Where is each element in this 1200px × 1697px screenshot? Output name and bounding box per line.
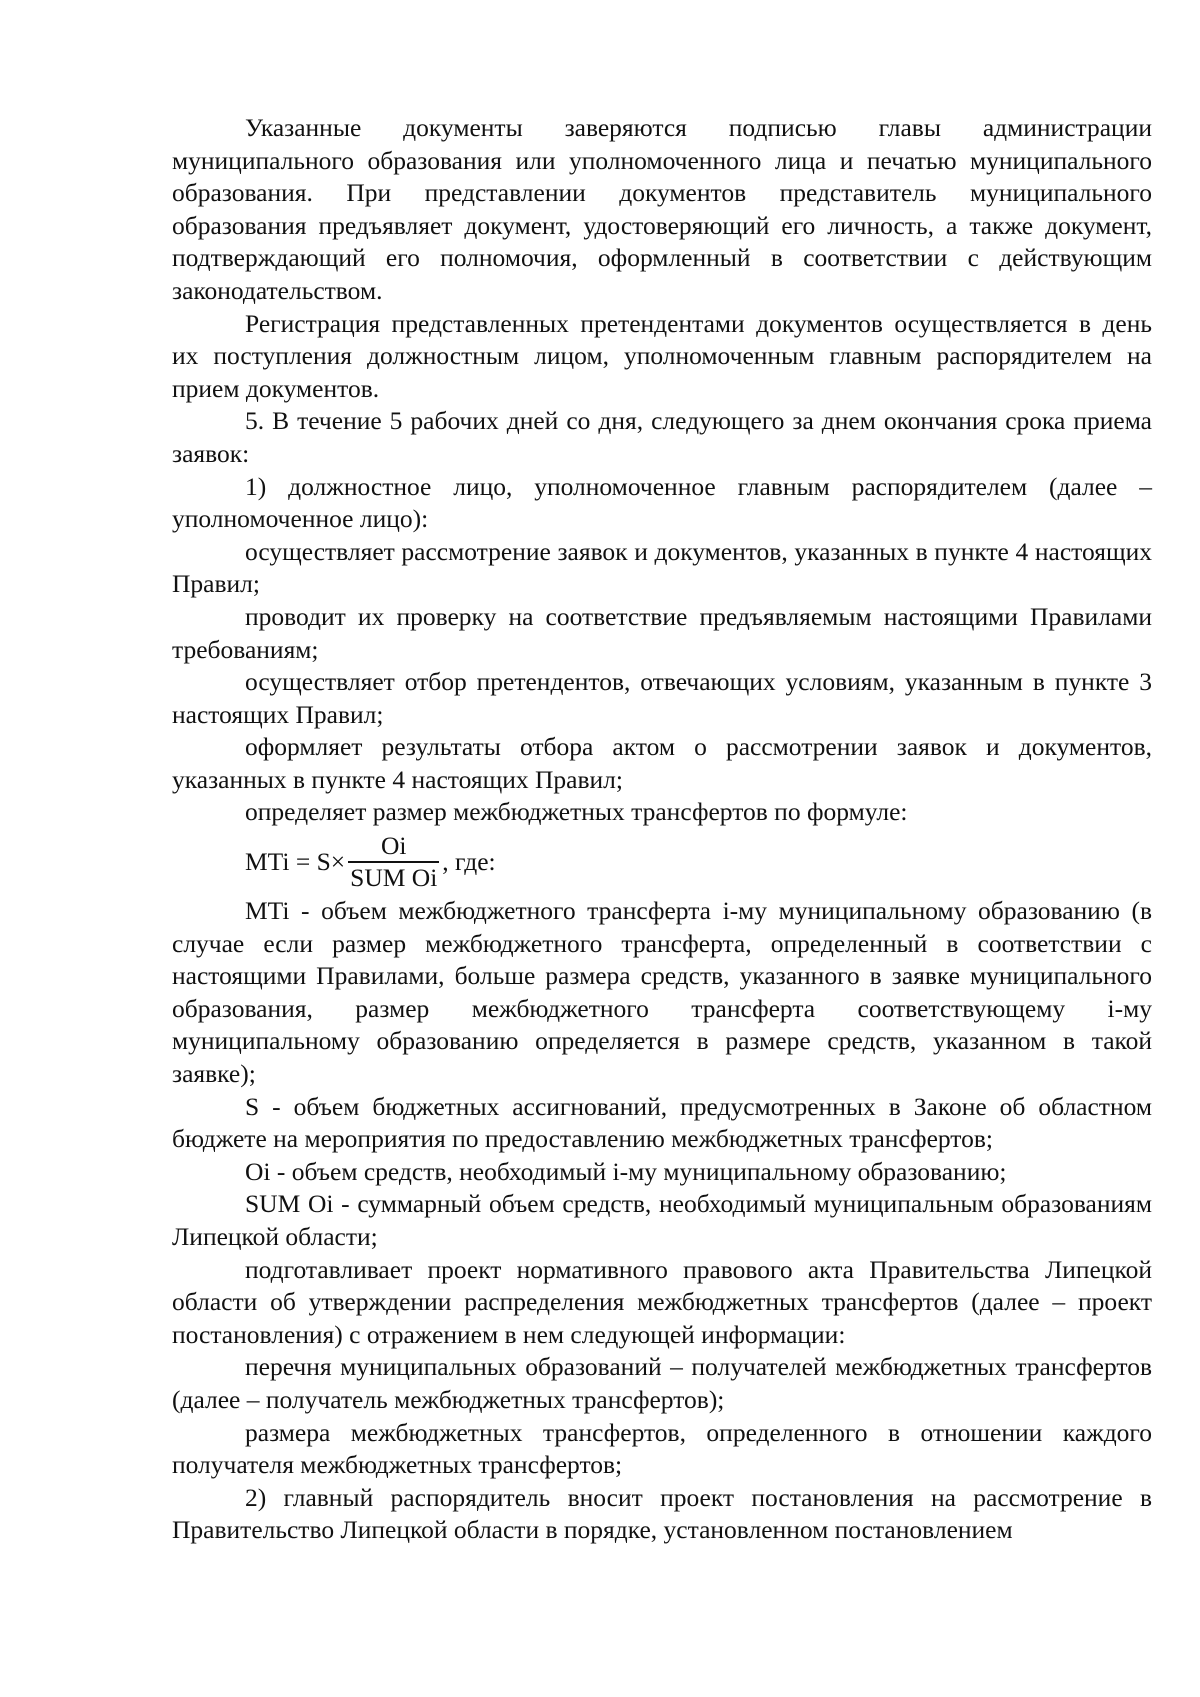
paragraph-formula-intro: определяет размер межбюджетных трансфертов по формуле:: [245, 797, 908, 827]
paragraph-recipients-list: перечня муниципальных образований – получателей межбюджетных трансфертов (далее – получатель межбюджетных трансфертов);: [172, 1352, 1152, 1414]
formula-fraction: [348, 831, 439, 893]
formula-numerator: Oi: [380, 831, 407, 861]
paragraph-def-mti: MTi - объем межбюджетного трансферта i-му муниципальному образованию (в случае если размер межбюджетного трансферта, определенный в соответствии с настоящими Правилами, больше размера средств, указанного в заявке муниципального образования, размер межбюджетного трансферта соответствующему i-му муниципальному образованию определяется в размере средств, указанном в такой заявке);: [172, 896, 1152, 1089]
paragraph-def-sum-oi: SUM Oi - суммарный объем средств, необходимый муниципальным образованиям Липецкой области;: [172, 1189, 1152, 1251]
transfer-formula: [172, 829, 1152, 895]
paragraph-act: оформляет результаты отбора актом о рассмотрении заявок и документов, указанных в пункте 4 настоящих Правил;: [172, 732, 1152, 794]
paragraph-check: проводит их проверку на соответствие предъявляемым настоящими Правилами требованиям;: [172, 601, 1152, 664]
formula-lhs: MTi = S×: [245, 846, 346, 876]
paragraph-certification: Указанные документы заверяются подписью главы администрации муниципального образования или уполномоченного лица и печатью муниципального образования. При представлении документов представитель муниципального образования предъявляет документ, удостоверяющий его личность, а также документ, подтверждающий его полномочия, оформленный в соответствии с действующим законодательством.: [172, 113, 1152, 305]
paragraph-def-oi: Oi - объем средств, необходимый i-му муниципальному образованию;: [245, 1156, 1007, 1186]
paragraph-item-5: 5. В течение 5 рабочих дней со дня, следующего за днем окончания срока приема заявок:: [172, 406, 1152, 468]
paragraph-review: осуществляет рассмотрение заявок и документов, указанных в пункте 4 настоящих Правил;: [172, 536, 1152, 599]
document-page: [172, 112, 1152, 1547]
paragraph-def-s: S - объем бюджетных ассигнований, предусмотренных в Законе об областном бюджете на мероприятия по предоставлению межбюджетных трансфертов;: [172, 1091, 1152, 1154]
formula-denominator: SUM Oi: [350, 862, 438, 892]
paragraph-selection: осуществляет отбор претендентов, отвечающих условиям, указанным в пункте 3 настоящих Правил;: [172, 667, 1152, 729]
formula-suffix: , где:: [442, 846, 496, 876]
paragraph-transfer-size: размера межбюджетных трансфертов, определенного в отношении каждого получателя межбюджетных трансфертов;: [172, 1417, 1152, 1480]
paragraph-subitem-2: 2) главный распорядитель вносит проект постановления на рассмотрение в Правительство Липецкой области в порядке, установленном постановлением: [172, 1482, 1152, 1545]
paragraph-draft-act: подготавливает проект нормативного правового акта Правительства Липецкой области об утверждении распределения межбюджетных трансфертов (далее – проект постановления) с отражением в нем следующей информации:: [172, 1254, 1152, 1349]
paragraph-subitem-1: 1) должностное лицо, уполномоченное главным распорядителем (далее – уполномоченное лицо):: [172, 471, 1152, 534]
paragraph-registration: Регистрация представленных претендентами документов осуществляется в день их поступления должностным лицом, уполномоченным главным распорядителем на прием документов.: [172, 308, 1152, 403]
